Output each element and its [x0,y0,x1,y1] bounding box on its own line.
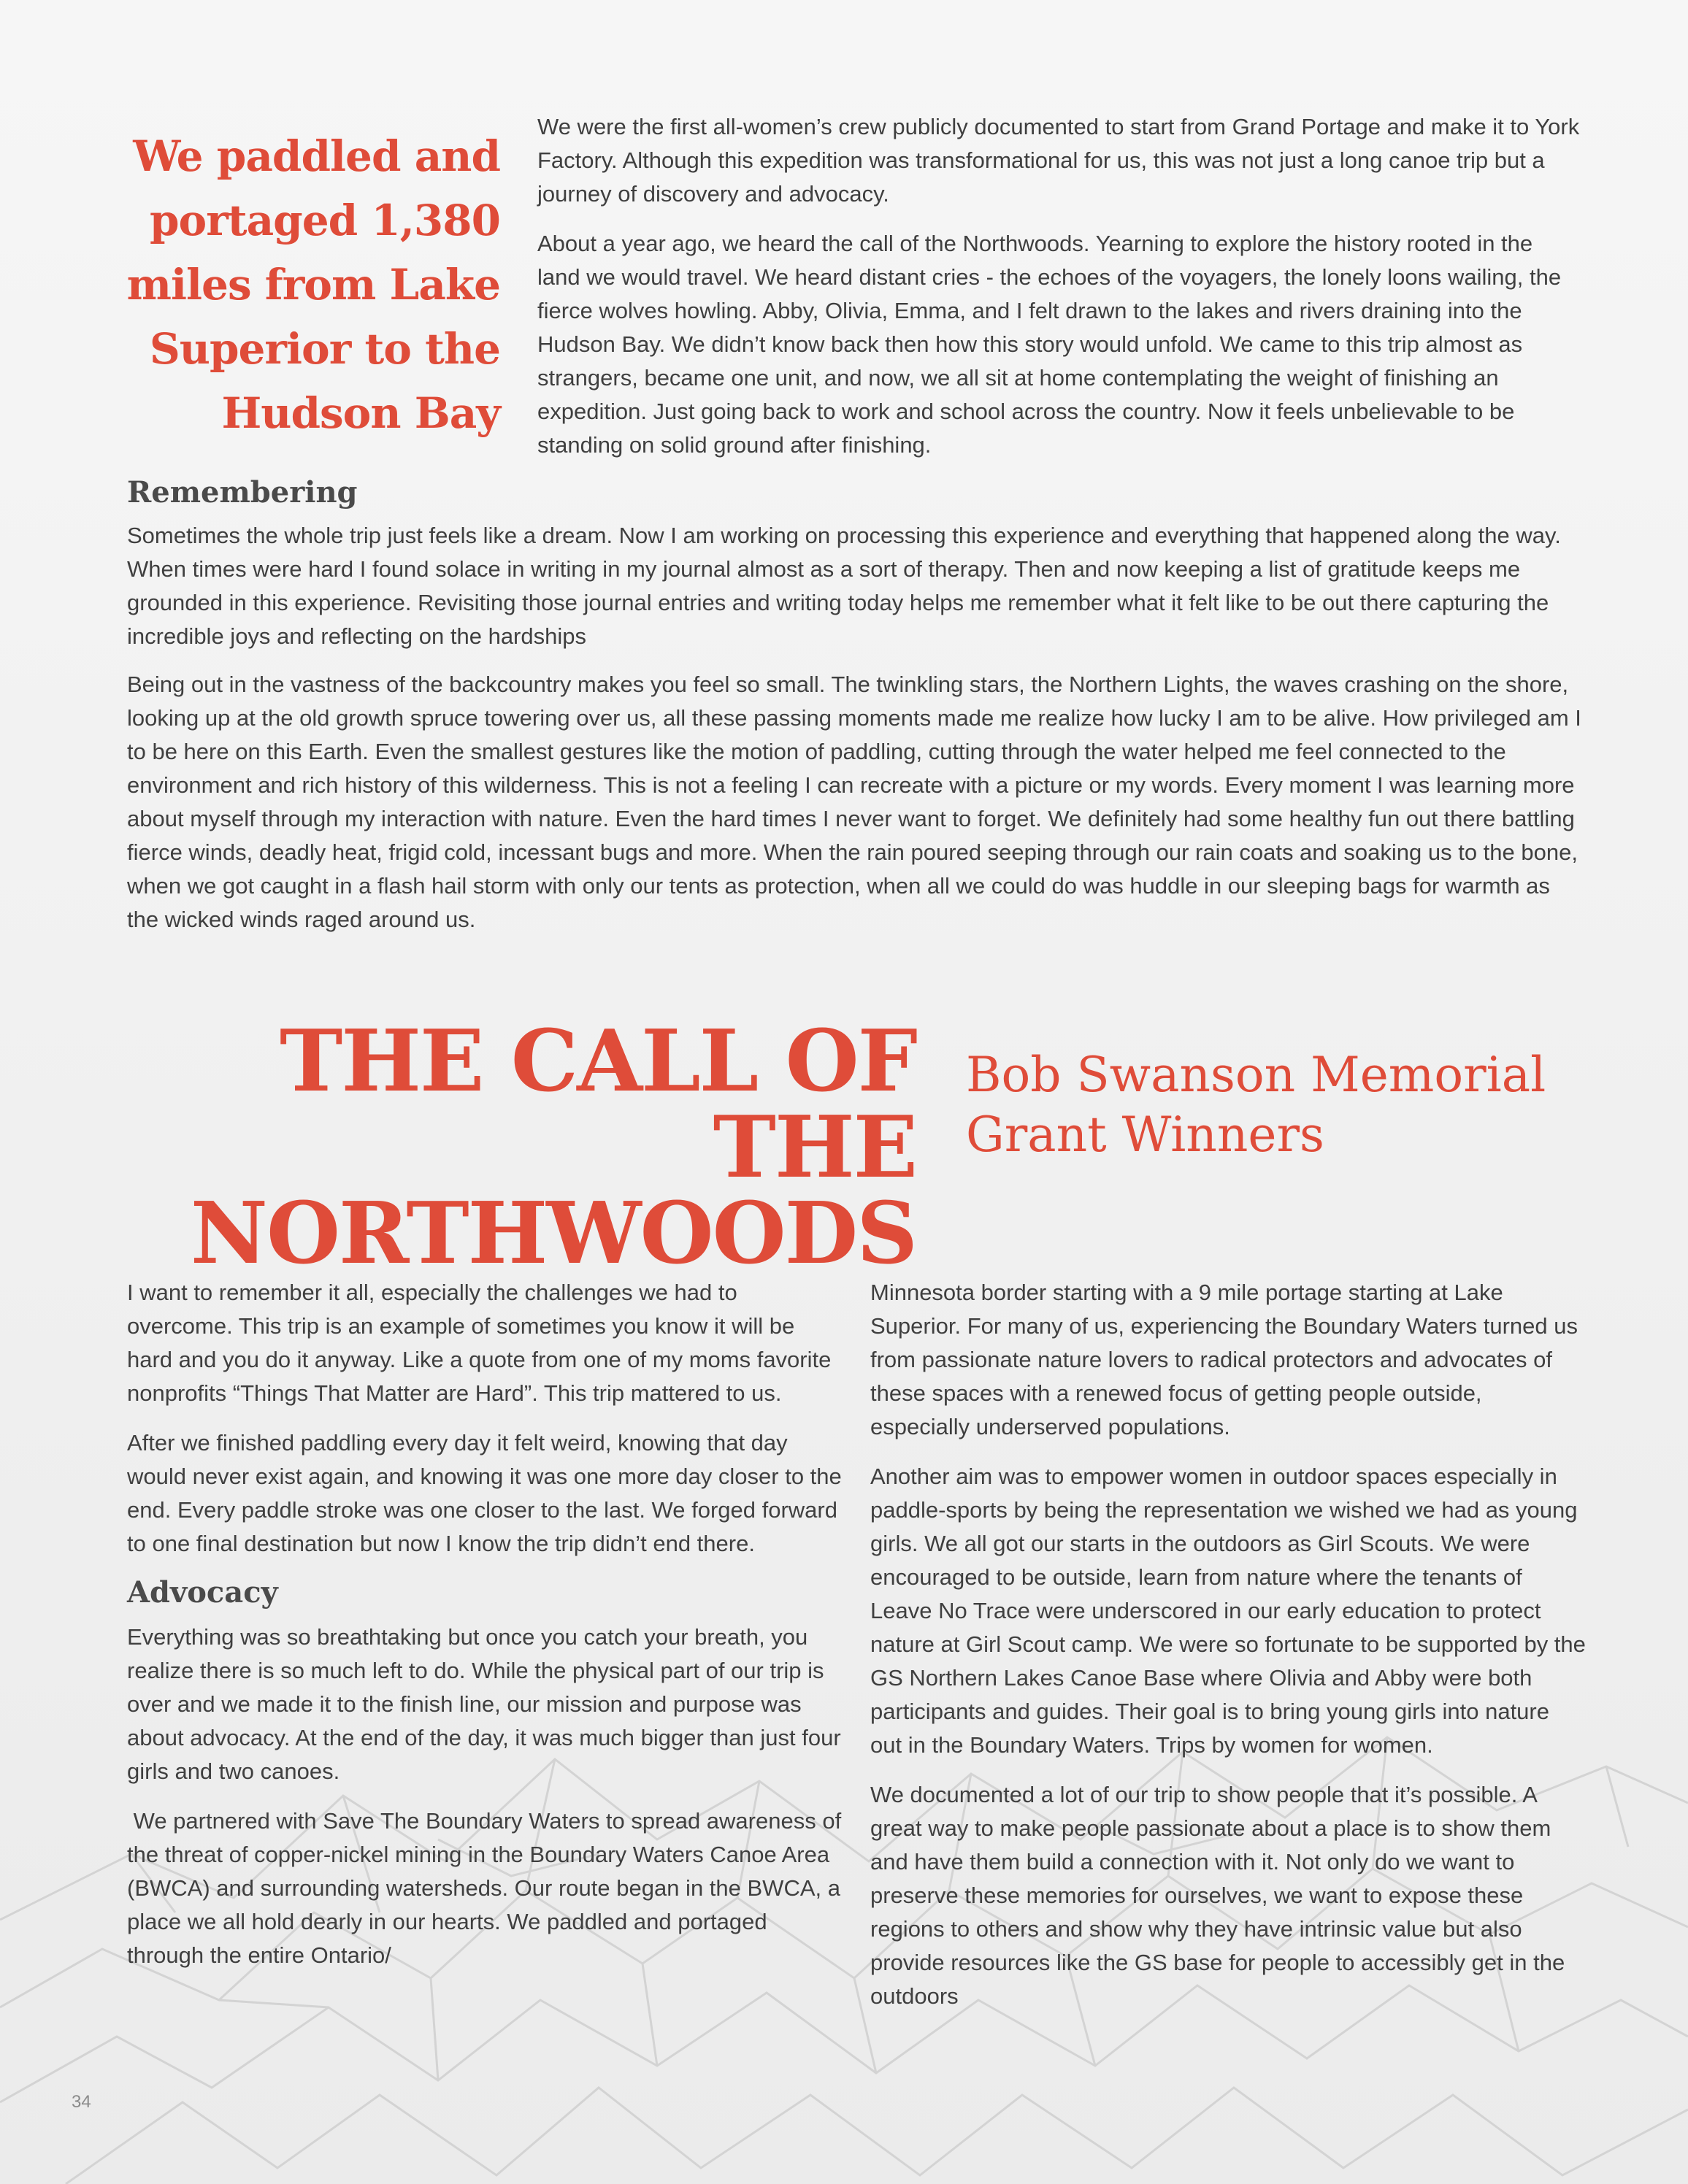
pull-quote: We paddled and portaged 1,380 miles from Lake Superior to the Hudson Bay [126,131,500,438]
right-column [870,1276,1586,2013]
intro-paragraph-1: We were the first all-women’s crew publicly documented to start from Grand Portage and make it to York Factory. Although this expedition was transformational for us, this was not just a long canoe trip but a journey of discovery and advocacy. [537,114,1580,207]
article-subtitle [966,1045,1623,1165]
remembering-heading: Remembering [127,475,358,510]
left-column [127,1276,848,1972]
remembering-section [127,474,1584,937]
article-subtitle-line-2: Grant Winners [966,1107,1324,1163]
article-title-line-2: NORTHWOODS [190,1184,916,1283]
article-title-line-1: THE CALL OF THE [280,1012,916,1197]
article-title [110,1012,916,1283]
left-paragraph-2: After we finished paddling every day it felt weird, knowing that day would never exist again, and knowing it was one more day closer to the end. Every paddle stroke was one closer to the last. We forged forward to one final destination but now I know the trip didn’t end there. [127,1430,842,1556]
intro-paragraph-2: About a year ago, we heard the call of the Northwoods. Yearning to explore the history rooted in the land we would travel. We heard distant cries - the echoes of the voyagers, the lonely loons wailing, the fierce wolves howling. Abby, Olivia, Emma, and I felt drawn to the lakes and rivers draining into the Hudson Bay. We didn’t know back then how this story would unfold. We came to this trip almost as strangers, became one unit, and now, we all sit at home contemplating the weight of finishing an expedition. Just going back to work and school across the country. Now it feels unbelievable to be standing on solid ground after finishing. [537,231,1562,458]
remembering-paragraph-1: Sometimes the whole trip just feels like a dream. Now I am working on processing this experience and everything that happened along the way. When times were hard I found solace in writing in my journal almost as a sort of therapy. Then and now keeping a list of gratitude keeps me grounded in this experience. Revisiting those journal entries and writing today helps me remember what it felt like to be out there capturing the incredible joys and reflecting on the hardships [127,523,1561,649]
right-paragraph-1: Minnesota border starting with a 9 mile portage starting at Lake Superior. For many of us, experiencing the Boundary Waters turned us from passionate nature lovers to radical protectors and advocates of these spaces with a renewed focus of getting people outside, especially underserved populations. [870,1280,1578,1439]
left-paragraph-4: We partnered with Save The Boundary Waters to spread awareness of the threat of copper-nickel mining in the Boundary Waters Canoe Area (BWCA) and surrounding watersheds. Our route began in the BWCA, a place we all hold dearly in our hearts. We paddled and portaged through the entire Ontario/ [127,1808,848,1968]
left-paragraph-1: I want to remember it all, especially the challenges we had to overcome. This trip is an example of sometimes you know it will be hard and you do it anyway. Like a quote from one of my moms favorite nonprofits “Things That Matter are Hard”. This trip mattered to us. [127,1280,832,1406]
article-subtitle-line-1: Bob Swanson Memorial [966,1047,1546,1103]
advocacy-heading: Advocacy [127,1575,278,1610]
right-paragraph-2: Another aim was to empower women in outdoor spaces especially in paddle-sports by being the representation we wished we had as young girls. We all got our starts in the outdoors as Girl Scouts. We were encouraged to be outside, learn from nature where the tenants of Leave No Trace were underscored in our early education to protect nature at Girl Scout camp. We were so fortunate to be supported by the GS Northern Lakes Canoe Base where Olivia and Abby were both participants and guides. Their goal is to bring young girls into nature out in the Boundary Waters. Trips by women for women. [870,1464,1586,1758]
right-paragraph-3: We documented a lot of our trip to show people that it’s possible. A great way to make people passionate about a place is to show them and have them build a connection with it. Not only do we want to preserve these memories for ourselves, we want to expose these regions to others and show why they have intrinsic value but also provide resources like the GS base for people to accessibly get in the outdoors [870,1782,1565,2009]
left-paragraph-3: Everything was so breathtaking but once you catch your breath, you realize there is so much left to do. While the physical part of our trip is over and we made it to the finish line, our mission and purpose was about advocacy. At the end of the day, it was much bigger than just four girls and two canoes. [127,1624,841,1784]
intro-section [537,110,1581,462]
page-number: 34 [72,2092,91,2112]
remembering-paragraph-2: Being out in the vastness of the backcountry makes you feel so small. The twinkling stars, the Northern Lights, the waves crashing on the shore, looking up at the old growth spruce towering over us, all these passing moments made me realize how lucky I am to be alive. How privileged am I to be here on this Earth. Even the smallest gestures like the motion of paddling, cutting through the water helped me feel connected to the environment and rich history of this wilderness. This is not a feeling I can recreate with a picture or my words. Every moment I was learning more about myself through my interaction with nature. Even the hard times I never want to forget. We definitely had some healthy fun out there battling fierce winds, deadly heat, frigid cold, incessant bugs and more. When the rain poured seeping through our rain coats and soaking us to the bone, when we got caught in a flash hail storm with only our tents as protection, when all we could do was huddle in our sleeping bags for warmth as the wicked winds raged around us. [127,672,1581,932]
